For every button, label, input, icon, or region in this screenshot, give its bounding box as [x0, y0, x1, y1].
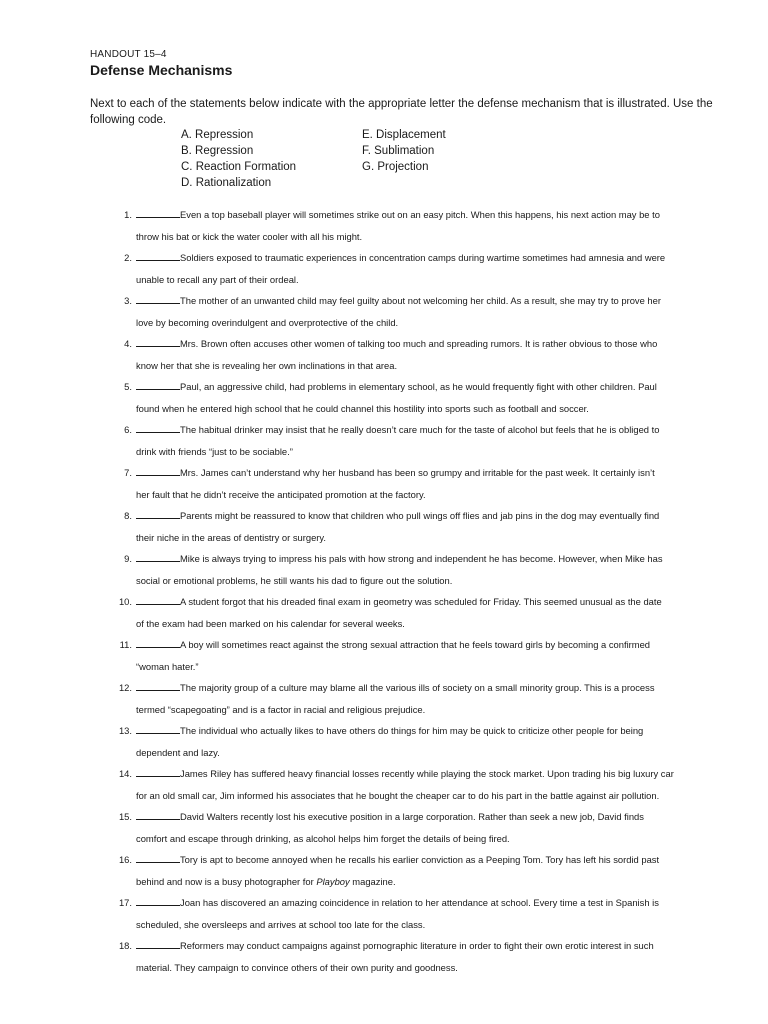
item-number: 2.: [124, 252, 132, 263]
statement-text: Soldiers exposed to traumatic experiences in concentration camps during wartime sometimes had amnesia and were: [180, 252, 666, 263]
statement-text: scheduled, she oversleeps and arrives at school too late for the class.: [136, 918, 426, 930]
answer-blank[interactable]: [136, 681, 180, 691]
list-item: [110, 290, 722, 333]
page-title: Defense Mechanisms: [90, 62, 233, 78]
statement-text: throw his bat or kick the water cooler with all his might.: [136, 230, 363, 242]
answer-blank[interactable]: [136, 595, 180, 605]
statement-text: her fault that he didn’t receive the anticipated promotion at the factory.: [136, 488, 426, 500]
statement-text: The individual who actually likes to have others do things for him may be quick to criticize other people for being: [180, 725, 644, 736]
code-key: [181, 127, 512, 191]
list-item: [110, 462, 722, 505]
statement-text: The majority group of a culture may blame all the various ills of society on a small minority group. This is a process: [180, 682, 655, 693]
instructions-text: Next to each of the statements below indicate with the appropriate letter the defense mechanism that is illustrated. Use the following code.: [90, 98, 713, 126]
statement-text: Mrs. Brown often accuses other women of talking too much and spreading rumors. It is rather obvious to those who: [180, 338, 658, 349]
statement-text: their niche in the areas of dentistry or surgery.: [136, 531, 327, 543]
item-number: 1.: [124, 209, 132, 220]
statement-text: comfort and escape through drinking, as alcohol helps him forget the details of being fired.: [136, 832, 510, 844]
item-number: 10.: [118, 596, 132, 607]
list-item: [110, 333, 722, 376]
item-number: 14.: [118, 768, 132, 779]
code-item: C. Reaction Formation: [181, 161, 297, 173]
statement-text: Tory is apt to become annoyed when he recalls his earlier conviction as a Peeping Tom. Tory has left his sordid past: [180, 854, 660, 865]
item-number: 15.: [118, 811, 132, 822]
answer-blank[interactable]: [136, 810, 180, 820]
statement-text: Paul, an aggressive child, had problems in elementary school, as he would frequently fight with other children. Paul: [180, 381, 657, 392]
list-item: [110, 548, 722, 591]
list-item: [110, 634, 722, 677]
code-item: E. Displacement: [362, 129, 446, 141]
answer-blank[interactable]: [136, 337, 180, 347]
statement-text-part: magazine.: [349, 875, 396, 887]
list-item: [110, 505, 722, 548]
item-number: 12.: [118, 682, 132, 693]
statement-text: Joan has discovered an amazing coincidence in relation to her attendance at school. Every time a test in Spanish is: [180, 897, 659, 908]
code-item: A. Repression: [181, 129, 254, 141]
answer-blank[interactable]: [136, 896, 180, 906]
answer-blank[interactable]: [136, 509, 180, 519]
list-item: [110, 806, 722, 849]
item-number: 9.: [124, 553, 132, 564]
statement-text: The mother of an unwanted child may feel guilty about not welcoming her child. As a result, she may try to prove her: [180, 295, 661, 306]
statement-text: drink with friends “just to be sociable.”: [136, 445, 293, 457]
item-number: 5.: [124, 381, 132, 392]
answer-blank[interactable]: [136, 724, 180, 734]
answer-blank[interactable]: [136, 767, 180, 777]
statement-text: Reformers may conduct campaigns against pornographic literature in order to fight their own erotic interest in such: [180, 940, 654, 951]
statement-text: material. They campaign to convince others of their own purity and goodness.: [136, 961, 458, 973]
statement-text-part: behind and now is a busy photographer for: [136, 875, 317, 887]
statement-text: A student forgot that his dreaded final exam in geometry was scheduled for Friday. This seemed unusual as the date: [180, 596, 662, 607]
item-number: 13.: [118, 725, 132, 736]
item-number: 17.: [118, 897, 132, 908]
code-item: D. Rationalization: [181, 177, 272, 189]
statement-text: for an old small car, Jim informed his associates that he bought the cheaper car to do his part in the battle against air pollution.: [136, 789, 660, 801]
answer-blank[interactable]: [136, 423, 180, 433]
item-number: 3.: [124, 295, 132, 306]
statement-text: James Riley has suffered heavy financial losses recently while playing the stock market. Upon trading his big luxury car: [180, 768, 674, 779]
statement-text: The habitual drinker may insist that he really doesn’t care much for the taste of alcohol but feels that he is obliged to: [180, 424, 660, 435]
answer-blank[interactable]: [136, 939, 180, 949]
list-item: [110, 720, 722, 763]
list-item: [110, 204, 722, 247]
statement-text: A boy will sometimes react against the strong sexual attraction that he feels toward girls by becoming a confirmed: [180, 639, 651, 650]
answer-blank[interactable]: [136, 552, 180, 562]
statement-text: [136, 871, 722, 893]
answer-blank[interactable]: [136, 380, 180, 390]
list-item: [110, 763, 722, 806]
statement-text: Mike is always trying to impress his pals with how strong and independent he has become. However, when Mike has: [180, 553, 663, 564]
statement-text: Parents might be reassured to know that children who pull wings off flies and jab pins in the dog may eventually find: [180, 510, 660, 521]
statement-text: David Walters recently lost his executive position in a large corporation. Rather than seek a new job, David finds: [180, 811, 644, 822]
statement-text: unable to recall any part of their ordeal.: [136, 273, 299, 285]
item-number: 7.: [124, 467, 132, 478]
list-item: [110, 247, 722, 290]
answer-blank[interactable]: [136, 466, 180, 476]
list-item: [110, 419, 722, 462]
item-number: 11.: [119, 639, 132, 650]
statement-text: “woman hater.”: [136, 660, 199, 672]
item-number: 16.: [118, 854, 132, 865]
item-number: 6.: [124, 424, 132, 435]
statement-text: know her that she is revealing her own inclinations in that area.: [136, 359, 398, 371]
statement-text: found when he entered high school that he could channel this hostility into sports such as football and soccer.: [136, 402, 589, 414]
answer-blank[interactable]: [136, 638, 180, 648]
statement-text: termed “scapegoating” and is a factor in racial and religious prejudice.: [136, 703, 426, 715]
statement-text: of the exam had been marked on his calendar for several weeks.: [136, 617, 405, 629]
statement-text: social or emotional problems, he still wants his dad to figure out the solution.: [136, 574, 453, 586]
statement-text: Even a top baseball player will sometimes strike out on an easy pitch. When this happens, his next action may be to: [180, 209, 660, 220]
item-number: 4.: [124, 338, 132, 349]
code-item: F. Sublimation: [362, 145, 435, 157]
answer-blank[interactable]: [136, 251, 180, 261]
answer-blank[interactable]: [136, 208, 180, 218]
statement-text: dependent and lazy.: [136, 746, 220, 758]
handout-label: HANDOUT 15–4: [90, 49, 167, 60]
code-item: B. Regression: [181, 145, 254, 157]
list-item: [110, 892, 722, 935]
statement-text: love by becoming overindulgent and overprotective of the child.: [136, 316, 399, 328]
code-item: G. Projection: [362, 161, 429, 173]
list-item: [110, 591, 722, 634]
magazine-title: Playboy: [316, 875, 350, 887]
item-number: 8.: [124, 510, 132, 521]
item-number: 18.: [118, 940, 132, 951]
statement-text: Mrs. James can’t understand why her husband has been so grumpy and irritable for the past week. It certainly isn’t: [180, 467, 655, 478]
list-item: [110, 376, 722, 419]
statement-list: [110, 204, 722, 978]
answer-blank[interactable]: [136, 853, 180, 863]
list-item: [110, 849, 722, 892]
list-item: [110, 935, 722, 978]
answer-blank[interactable]: [136, 294, 180, 304]
list-item: [110, 677, 722, 720]
